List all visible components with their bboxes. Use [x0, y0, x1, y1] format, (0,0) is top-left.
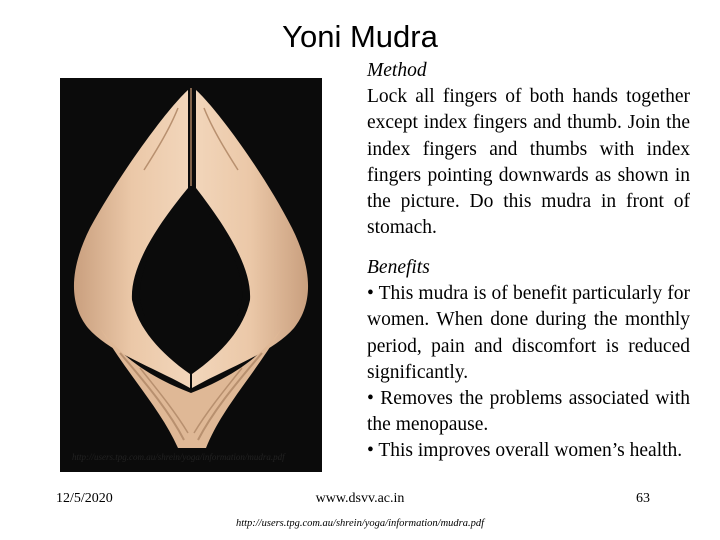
- footer-site: www.dsvv.ac.in: [315, 491, 405, 506]
- benefit-item: • This mudra is of benefit particularly for women. When done during the monthly period, pain and discomfort is reduced significantly.: [367, 283, 690, 383]
- footer-date: 12/5/2020: [56, 491, 113, 506]
- page-number: 63: [636, 491, 650, 506]
- footer-source-link[interactable]: http://users.tpg.com.au/shrein/yoga/information/mudra.pdf: [235, 518, 485, 529]
- benefit-item: • Removes the problems associated with the menopause.: [367, 388, 690, 436]
- method-text: Lock all fingers of both hands together except index fingers and thumb. Join the index fingers and thumbs with index fingers pointing downwards as shown in the picture. Do this mudra in front of stomach.: [367, 86, 690, 239]
- benefits-section: [367, 255, 690, 465]
- yoni-mudra-photo: [60, 78, 322, 472]
- hands-illustration: [60, 78, 322, 472]
- image-source-caption: http://users.tpg.com.au/shrein/yoga/information/mudra.pdf: [72, 452, 285, 462]
- method-section: [367, 58, 690, 241]
- benefits-heading: Benefits: [367, 257, 430, 278]
- slide-title: Yoni Mudra: [282, 19, 438, 54]
- benefit-item: • This improves overall women’s health.: [367, 440, 683, 462]
- method-heading: Method: [367, 60, 427, 81]
